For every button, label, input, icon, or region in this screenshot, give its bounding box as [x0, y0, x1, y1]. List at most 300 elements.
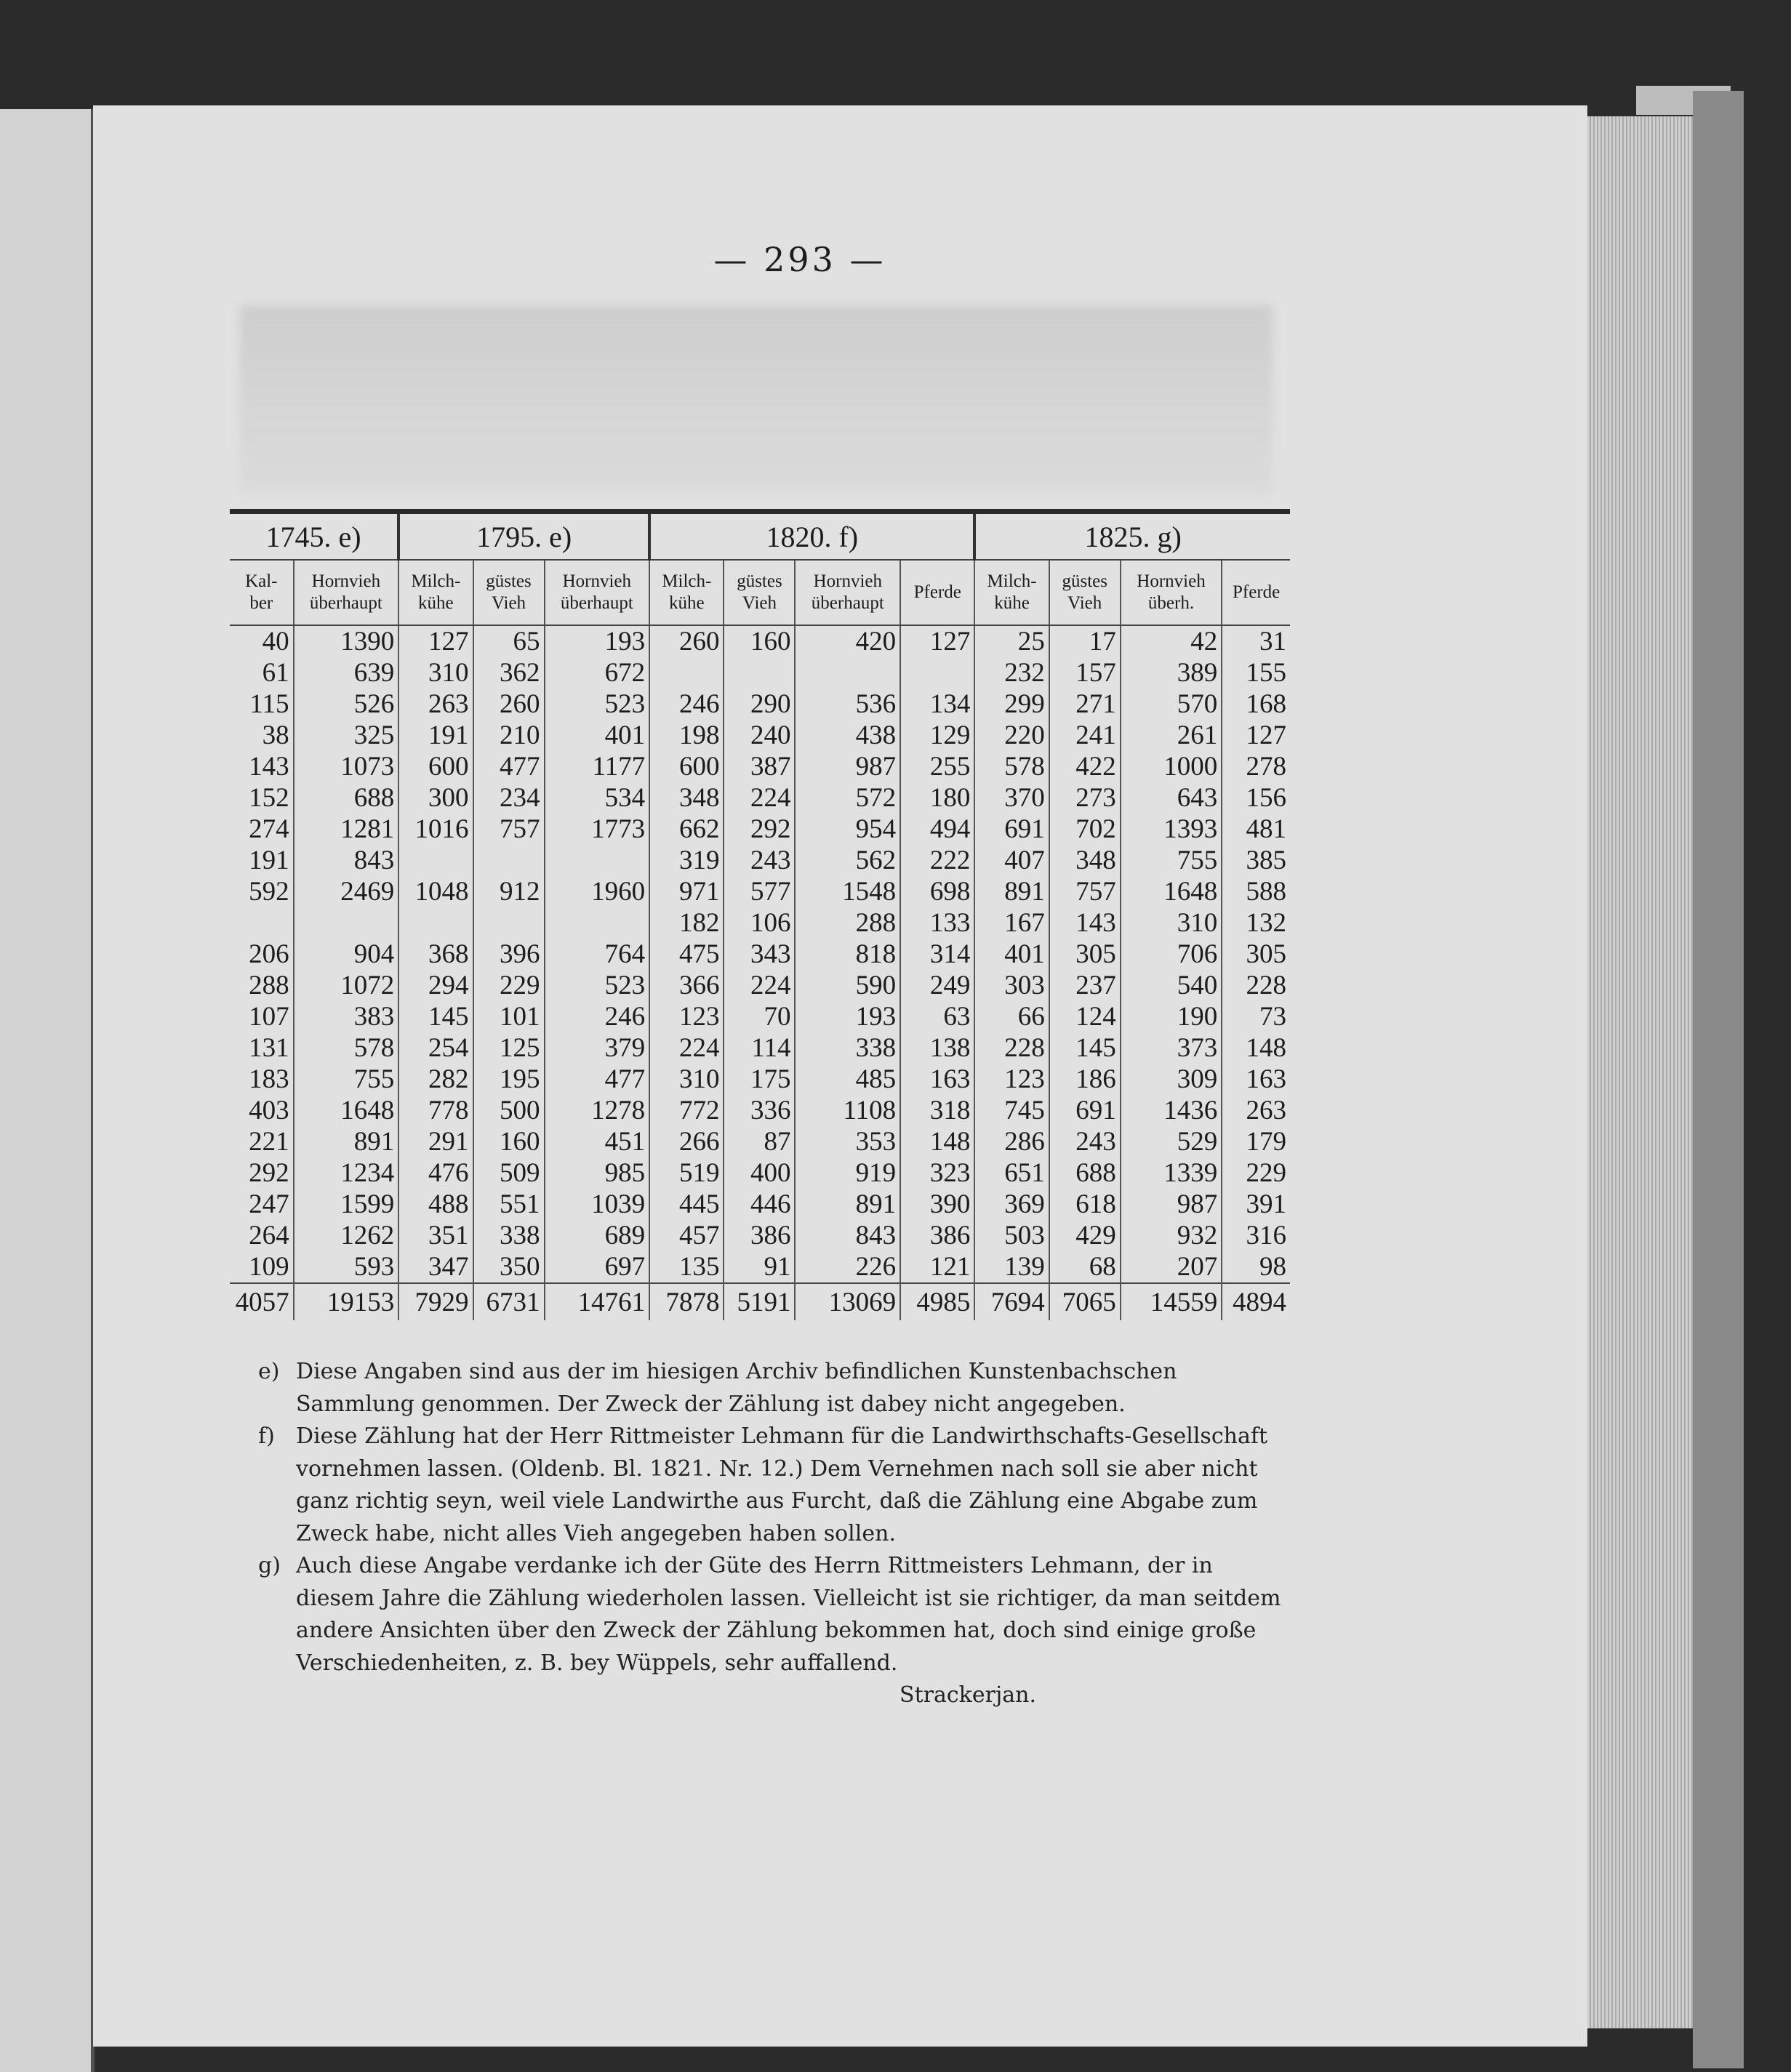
table-cell: 389 [1121, 657, 1222, 688]
table-cell: 1773 [545, 814, 650, 845]
table-cell: 190 [1121, 1001, 1222, 1032]
table-cell: 403 [230, 1095, 294, 1126]
table-cell: 243 [1049, 1126, 1121, 1157]
table-row [230, 1126, 1290, 1157]
table-cell: 401 [545, 720, 650, 751]
table-cell: 600 [398, 751, 473, 782]
table-cell: 221 [230, 1126, 294, 1157]
table-cell: 98 [1259, 1252, 1286, 1282]
table-cell: 350 [473, 1251, 545, 1283]
table-cell: 123 [974, 1064, 1049, 1095]
table-cell: 274 [230, 814, 294, 845]
table-cell: 160 [473, 1126, 545, 1157]
table-cell: 407 [974, 845, 1049, 876]
total-cell: 14761 [545, 1283, 650, 1320]
table-cell: 481 [1246, 814, 1286, 844]
table-cell: 336 [724, 1095, 795, 1126]
table-row [230, 720, 1290, 751]
table-cell: 224 [724, 970, 795, 1001]
table-cell: 985 [545, 1157, 650, 1189]
table-cell: 562 [795, 845, 900, 876]
total-cell: 7065 [1049, 1283, 1121, 1320]
table-cell: 429 [1049, 1220, 1121, 1251]
table-cell: 305 [1049, 939, 1121, 970]
table-cell: 1648 [1121, 876, 1222, 907]
table-cell: 618 [1049, 1189, 1121, 1220]
table-cell: 475 [649, 939, 724, 970]
table-cell: 457 [649, 1220, 724, 1251]
table-cell: 207 [1121, 1251, 1222, 1283]
table-cell: 368 [398, 939, 473, 970]
table-cell: 132 [1246, 908, 1286, 938]
table-cell: 369 [974, 1189, 1049, 1220]
total-cell: 7694 [974, 1283, 1049, 1320]
period-header: 1820. f) [649, 512, 974, 561]
table-cell: 639 [294, 657, 399, 688]
table-cell: 310 [1121, 907, 1222, 939]
table-cell [473, 907, 545, 939]
table-cell: 163 [900, 1064, 974, 1095]
table-cell: 175 [724, 1064, 795, 1095]
table-cell: 932 [1121, 1220, 1222, 1251]
table-cell: 348 [649, 782, 724, 814]
table-cell: 451 [545, 1126, 650, 1157]
footnotes [258, 1356, 1291, 1712]
table-cell [230, 907, 294, 939]
table-cell: 183 [230, 1064, 294, 1095]
totals-row [230, 1283, 1290, 1320]
table-cell: 263 [1246, 1096, 1286, 1125]
table-cell: 477 [473, 751, 545, 782]
table-cell: 370 [974, 782, 1049, 814]
table-cell: 240 [724, 720, 795, 751]
period-header: 1825. g) [974, 512, 1290, 561]
table-cell: 148 [900, 1126, 974, 1157]
table-cell: 818 [795, 939, 900, 970]
table-cell: 1108 [795, 1095, 900, 1126]
table-cell: 904 [294, 939, 399, 970]
table-cell: 145 [398, 1001, 473, 1032]
table-cell: 127 [900, 625, 974, 657]
table-cell: 485 [795, 1064, 900, 1095]
table-cell: 578 [974, 751, 1049, 782]
table-cell [473, 845, 545, 876]
table-cell: 232 [974, 657, 1049, 688]
table-cell: 1072 [294, 970, 399, 1001]
table-cell: 206 [230, 939, 294, 970]
table-cell: 186 [1049, 1064, 1121, 1095]
table-cell: 1393 [1121, 814, 1222, 845]
table-cell: 698 [900, 876, 974, 907]
table-row [230, 1095, 1290, 1126]
table-cell: 38 [230, 720, 294, 751]
table-row [230, 1251, 1290, 1283]
table-cell: 438 [795, 720, 900, 751]
table-cell: 125 [473, 1032, 545, 1064]
column-header: güstes Vieh [724, 560, 795, 625]
table-cell: 135 [649, 1251, 724, 1283]
table-cell: 987 [795, 751, 900, 782]
table-cell: 143 [1049, 907, 1121, 939]
table-cell: 551 [473, 1189, 545, 1220]
table-cell: 600 [649, 751, 724, 782]
table-cell: 124 [1049, 1001, 1121, 1032]
table-cell: 157 [1049, 657, 1121, 688]
column-header: Milch- kühe [398, 560, 473, 625]
column-header: Milch- kühe [974, 560, 1049, 625]
table-cell: 261 [1121, 720, 1222, 751]
table-cell: 588 [1246, 877, 1286, 907]
table-cell: 954 [795, 814, 900, 845]
table-cell: 316 [1246, 1221, 1286, 1250]
table-cell: 222 [900, 845, 974, 876]
period-header: 1795. e) [398, 512, 649, 561]
table-cell: 503 [974, 1220, 1049, 1251]
table-cell: 143 [230, 751, 294, 782]
table-row [230, 1001, 1290, 1032]
total-cell: 7929 [398, 1283, 473, 1320]
table-cell [398, 845, 473, 876]
table-cell: 529 [1121, 1126, 1222, 1157]
table-cell: 386 [724, 1220, 795, 1251]
table-cell: 343 [724, 939, 795, 970]
table-cell: 109 [230, 1251, 294, 1283]
table-cell: 264 [230, 1220, 294, 1251]
table-cell: 241 [1049, 720, 1121, 751]
table-cell: 706 [1121, 939, 1222, 970]
table-cell: 1048 [398, 876, 473, 907]
total-cell: 19153 [294, 1283, 399, 1320]
table-cell: 310 [398, 657, 473, 688]
table-cell: 477 [545, 1064, 650, 1095]
table-cell: 228 [1246, 971, 1286, 1000]
column-header: Pferde [900, 560, 974, 625]
table-cell: 446 [724, 1189, 795, 1220]
column-header-row [230, 560, 1290, 625]
table-cell: 347 [398, 1251, 473, 1283]
table-cell: 101 [473, 1001, 545, 1032]
footnote-text: Diese Angaben sind aus der im hiesigen Archiv befindlichen Kunstenbachschen Sammlung genommen. Der Zweck der Zählung ist dabey nicht angegeben. [296, 1359, 1177, 1417]
table-cell: 68 [1049, 1251, 1121, 1283]
footnote-text: Auch diese Angabe verdanke ich der Güte des Herrn Rittmeisters Lehmann, der in diesem Jahre die Zählung wiederholen lassen. Vielleicht ist sie richtiger, da man seitdem andere Ansichten über den Zweck der Zählung bekommen hat, doch sind einige große Verschiedenheiten, z. B. bey Wüppels, sehr auffallend. [296, 1553, 1281, 1676]
table-cell: 255 [900, 751, 974, 782]
table-cell: 318 [900, 1095, 974, 1126]
column-header: Pferde [1222, 560, 1290, 625]
table-cell: 572 [795, 782, 900, 814]
table-cell: 224 [649, 1032, 724, 1064]
table-cell [724, 657, 795, 688]
footnote-text: Diese Zählung hat der Herr Rittmeister Lehmann für die Landwirthschafts-Gesellschaft vornehmen lassen. (Oldenb. Bl. 1821. Nr. 12.) Dem Vernehmen nach soll sie aber nicht ganz richtig seyn, weil viele Landwirthe aus Furcht, daß die Zählung eine Abgabe zum Zweck habe, nicht alles Vieh angegeben haben sollen. [296, 1424, 1267, 1546]
table-cell: 249 [900, 970, 974, 1001]
table-cell: 182 [649, 907, 724, 939]
table-cell: 115 [230, 688, 294, 720]
table-cell: 40 [230, 625, 294, 657]
table-cell: 310 [649, 1064, 724, 1095]
table-cell: 688 [294, 782, 399, 814]
column-header: Hornvieh überhaupt [795, 560, 900, 625]
table-cell: 919 [795, 1157, 900, 1189]
table-cell: 379 [545, 1032, 650, 1064]
table-cell: 73 [1259, 1002, 1286, 1032]
table-cell: 1548 [795, 876, 900, 907]
table-row [230, 1220, 1290, 1251]
table-cell: 540 [1121, 970, 1222, 1001]
table-cell: 160 [724, 625, 795, 657]
table-cell: 338 [473, 1220, 545, 1251]
table-cell: 651 [974, 1157, 1049, 1189]
table-cell: 17 [1049, 625, 1121, 657]
table-cell: 643 [1121, 782, 1222, 814]
column-header: Hornvieh überhaupt [545, 560, 650, 625]
table-cell: 689 [545, 1220, 650, 1251]
footnote-label: e) [258, 1359, 280, 1384]
table-cell: 198 [649, 720, 724, 751]
period-header: 1745. e) [230, 512, 398, 561]
table-cell: 66 [974, 1001, 1049, 1032]
livestock-table [230, 509, 1290, 1320]
total-cell: 6731 [473, 1283, 545, 1320]
table-cell: 314 [900, 939, 974, 970]
table-cell: 971 [649, 876, 724, 907]
table-cell [649, 657, 724, 688]
table-cell: 278 [1246, 752, 1286, 782]
table-row [230, 688, 1290, 720]
table-cell: 500 [473, 1095, 545, 1126]
table-cell: 1281 [294, 814, 399, 845]
table-cell: 210 [473, 720, 545, 751]
table-cell: 494 [900, 814, 974, 845]
table-cell: 145 [1049, 1032, 1121, 1064]
table-row [230, 1189, 1290, 1220]
table-cell: 42 [1121, 625, 1222, 657]
table-cell: 292 [230, 1157, 294, 1189]
table-cell: 697 [545, 1251, 650, 1283]
table-row [230, 939, 1290, 970]
table-cell: 987 [1121, 1189, 1222, 1220]
table-cell: 755 [1121, 845, 1222, 876]
table-cell: 1073 [294, 751, 399, 782]
table-cell: 191 [230, 845, 294, 876]
table-cell: 31 [1259, 627, 1286, 656]
left-page [0, 109, 95, 2072]
table-cell: 139 [974, 1251, 1049, 1283]
table-cell: 193 [795, 1001, 900, 1032]
table-cell [398, 907, 473, 939]
table-cell: 91 [724, 1251, 795, 1283]
table-cell: 772 [649, 1095, 724, 1126]
table-cell: 688 [1049, 1157, 1121, 1189]
book-cover-edge [1693, 91, 1744, 2068]
table-cell: 1278 [545, 1095, 650, 1126]
table-cell: 63 [900, 1001, 974, 1032]
table-cell: 592 [230, 876, 294, 907]
table-cell: 390 [900, 1189, 974, 1220]
table-cell: 526 [294, 688, 399, 720]
column-header: güstes Vieh [1049, 560, 1121, 625]
table-cell: 220 [974, 720, 1049, 751]
table-cell: 778 [398, 1095, 473, 1126]
table-cell: 155 [1246, 658, 1286, 688]
table-cell: 509 [473, 1157, 545, 1189]
column-header: Hornvieh überhaupt [294, 560, 399, 625]
table-cell: 114 [724, 1032, 795, 1064]
table-cell: 234 [473, 782, 545, 814]
table-cell: 292 [724, 814, 795, 845]
table-cell: 191 [398, 720, 473, 751]
table-cell: 193 [545, 625, 650, 657]
signature: Strackerjan. [899, 1682, 1036, 1708]
table-cell: 400 [724, 1157, 795, 1189]
page-edges [1587, 116, 1693, 2028]
table-cell: 519 [649, 1157, 724, 1189]
table-cell: 286 [974, 1126, 1049, 1157]
table-cell: 755 [294, 1064, 399, 1095]
table-cell [900, 657, 974, 688]
table-cell: 163 [1246, 1064, 1286, 1094]
table-cell: 305 [1246, 939, 1286, 969]
table-cell: 107 [230, 1001, 294, 1032]
table-cell: 391 [1246, 1189, 1286, 1219]
table-cell: 338 [795, 1032, 900, 1064]
table-cell: 445 [649, 1189, 724, 1220]
table-cell: 662 [649, 814, 724, 845]
table-cell: 61 [230, 657, 294, 688]
table-cell: 536 [795, 688, 900, 720]
table-cell: 167 [974, 907, 1049, 939]
table-cell: 348 [1049, 845, 1121, 876]
table-cell: 134 [900, 688, 974, 720]
table-cell: 1648 [294, 1095, 399, 1126]
table-cell: 229 [1246, 1158, 1286, 1188]
total-cell: 5191 [724, 1283, 795, 1320]
table-cell: 1390 [294, 625, 399, 657]
table-row [230, 1032, 1290, 1064]
table-cell: 288 [230, 970, 294, 1001]
table-cell: 254 [398, 1032, 473, 1064]
table-cell: 228 [974, 1032, 1049, 1064]
table-cell: 65 [473, 625, 545, 657]
table-cell: 247 [230, 1189, 294, 1220]
footnote-label: f) [258, 1424, 275, 1449]
footnote-g [258, 1550, 1291, 1679]
table-cell: 672 [545, 657, 650, 688]
table-cell: 1599 [294, 1189, 399, 1220]
total-cell: 4985 [900, 1283, 974, 1320]
page-number: — 293 — [713, 240, 886, 279]
table-cell: 757 [473, 814, 545, 845]
table-cell: 266 [649, 1126, 724, 1157]
table-cell: 843 [795, 1220, 900, 1251]
table-cell: 420 [795, 625, 900, 657]
footnote-f [258, 1421, 1291, 1550]
table-cell [545, 907, 650, 939]
table-cell: 294 [398, 970, 473, 1001]
table-row [230, 657, 1290, 688]
table-cell: 282 [398, 1064, 473, 1095]
table-cell: 578 [294, 1032, 399, 1064]
table-cell: 246 [545, 1001, 650, 1032]
table-cell: 1000 [1121, 751, 1222, 782]
table-cell: 156 [1246, 783, 1286, 813]
table-body [230, 625, 1290, 1283]
table-cell: 1339 [1121, 1157, 1222, 1189]
table-cell: 237 [1049, 970, 1121, 1001]
table-cell: 488 [398, 1189, 473, 1220]
table-cell: 123 [649, 1001, 724, 1032]
table-cell: 577 [724, 876, 795, 907]
table-cell: 362 [473, 657, 545, 688]
table-row [230, 782, 1290, 814]
table-cell: 180 [900, 782, 974, 814]
table-row [230, 751, 1290, 782]
table-cell: 133 [900, 907, 974, 939]
table-row [230, 845, 1290, 876]
table-cell: 386 [900, 1220, 974, 1251]
table-cell: 273 [1049, 782, 1121, 814]
table-cell: 243 [724, 845, 795, 876]
table-cell: 691 [974, 814, 1049, 845]
table-cell: 131 [230, 1032, 294, 1064]
table-cell: 127 [398, 625, 473, 657]
table-cell: 260 [649, 625, 724, 657]
table-cell: 290 [724, 688, 795, 720]
table-cell: 590 [795, 970, 900, 1001]
total-cell: 13069 [795, 1283, 900, 1320]
total-cell: 4894 [1222, 1283, 1290, 1320]
table-cell: 523 [545, 970, 650, 1001]
table-cell: 148 [1246, 1033, 1286, 1063]
table-row [230, 907, 1290, 939]
column-header: Kal- ber [230, 560, 294, 625]
table-cell: 476 [398, 1157, 473, 1189]
table-cell: 246 [649, 688, 724, 720]
table-row [230, 814, 1290, 845]
table-cell: 891 [294, 1126, 399, 1157]
table-cell: 843 [294, 845, 399, 876]
table-cell: 912 [473, 876, 545, 907]
table-cell: 593 [294, 1251, 399, 1283]
table-cell: 224 [724, 782, 795, 814]
table-cell: 534 [545, 782, 650, 814]
period-header-row [230, 512, 1290, 561]
total-cell: 7878 [649, 1283, 724, 1320]
table-cell: 129 [900, 720, 974, 751]
table-cell: 325 [294, 720, 399, 751]
table-cell: 179 [1246, 1127, 1286, 1157]
table-cell: 271 [1049, 688, 1121, 720]
table-row [230, 970, 1290, 1001]
table-cell: 396 [473, 939, 545, 970]
table-cell: 702 [1049, 814, 1121, 845]
table-cell [795, 657, 900, 688]
table-cell: 303 [974, 970, 1049, 1001]
table-cell: 300 [398, 782, 473, 814]
total-cell: 4057 [230, 1283, 294, 1320]
column-header: güstes Vieh [473, 560, 545, 625]
table-cell: 1039 [545, 1189, 650, 1220]
table-cell: 1177 [545, 751, 650, 782]
table-cell: 288 [795, 907, 900, 939]
table-cell: 891 [795, 1189, 900, 1220]
table-cell: 87 [724, 1126, 795, 1157]
table-cell: 168 [1246, 689, 1286, 719]
table-cell: 291 [398, 1126, 473, 1157]
table-cell: 260 [473, 688, 545, 720]
table-row [230, 876, 1290, 907]
table-cell: 70 [724, 1001, 795, 1032]
table-cell: 401 [974, 939, 1049, 970]
table-cell: 1016 [398, 814, 473, 845]
